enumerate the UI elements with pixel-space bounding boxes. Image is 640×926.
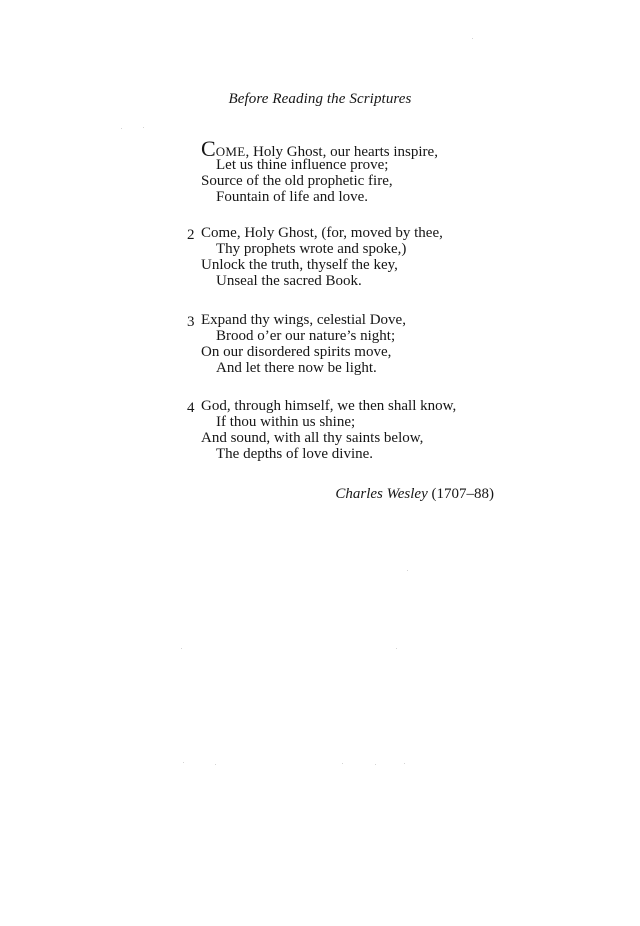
stanza-4-number: 4 [187,400,195,416]
paper-speck [181,648,182,649]
dropcap-smallcaps: OME [215,144,246,159]
stanza-3-line-1: Expand thy wings, celestial Dove, [201,312,406,328]
paper-speck [375,764,376,765]
stanza-2-line-4: Unseal the sacred Book. [216,273,362,289]
paper-speck [396,648,397,649]
stanza-3-number: 3 [187,314,195,330]
stanza-2-line-2: Thy prophets wrote and spoke,) [216,241,407,257]
hymn-attribution [335,484,494,504]
hymn-title: Before Reading the Scriptures [228,91,412,107]
stanza-3-line-2: Brood o’er our nature’s night; [216,328,396,344]
stanza-2-line-3: Unlock the truth, thyself the key, [201,257,398,273]
paper-speck [472,38,473,39]
stanza-3-line-4: And let there now be light. [216,360,377,376]
paper-speck [183,762,184,763]
stanza-4-line-4: The depths of love divine. [216,446,374,462]
stanza-1-line-2: Let us thine influence prove; [216,157,389,173]
attribution-dates: (1707–88) [431,486,494,502]
stanza-2-number: 2 [187,227,195,243]
paper-speck [342,763,343,764]
paper-speck [215,764,216,765]
paper-speck [407,570,408,571]
stanza-4-line-3: And sound, with all thy saints below, [201,430,424,446]
stanza-3-line-3: On our disordered spirits move, [201,344,392,360]
dropcap-letter: C [201,136,216,161]
stanza-1-line-3: Source of the old prophetic fire, [201,173,393,189]
stanza-1-line-1-rest: , Holy Ghost, our hearts inspire, [245,144,438,160]
stanza-1-line-4: Fountain of life and love. [216,189,369,205]
stanza-2-line-1: Come, Holy Ghost, (for, moved by thee, [201,225,443,241]
attribution-author: Charles Wesley [335,486,428,502]
stanza-4-line-2: If thou within us shine; [216,414,356,430]
paper-speck [404,763,405,764]
paper-speck [143,127,144,128]
paper-speck [121,128,122,129]
stanza-4-line-1: God, through himself, we then shall know, [201,398,457,414]
